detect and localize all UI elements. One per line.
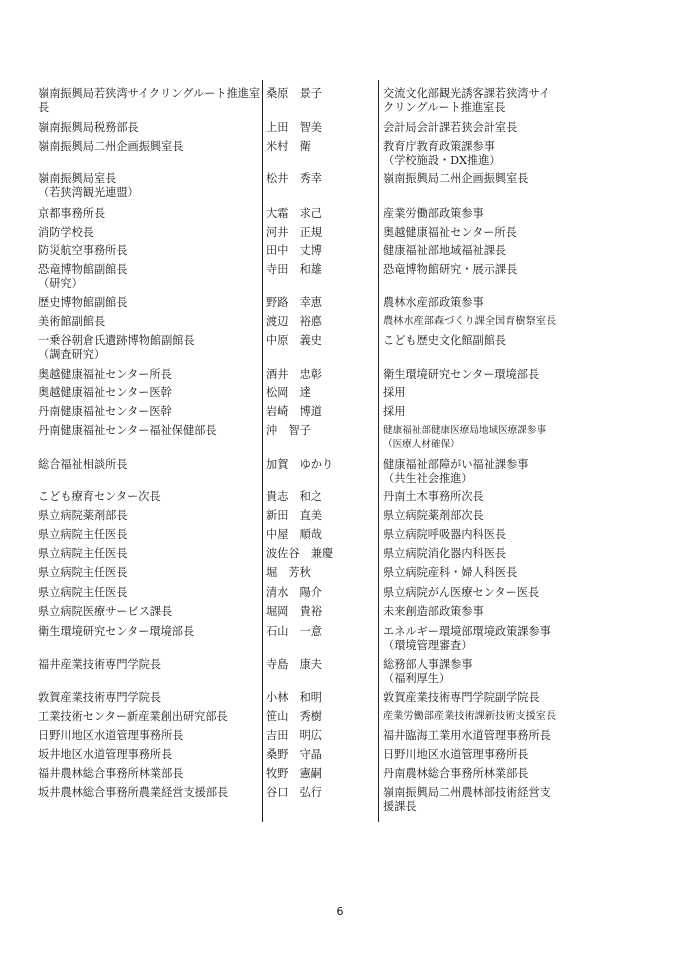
new-post: 奥越健康福祉センター医幹 [38, 386, 172, 399]
previous-post: 県立病院がん医療センター医長 [383, 586, 540, 599]
new-post: 県立病院主任医長 [38, 566, 128, 579]
person-name: 堀岡 貴裕 [266, 605, 322, 618]
new-post: 総合福祉相談所長 [38, 458, 128, 471]
new-post: 県立病院医療サービス課長 [38, 605, 173, 618]
previous-post: 交流文化部観光誘客課若狭湾サイ クリングルート推進室長 [383, 87, 551, 114]
person-name: 谷口 弘行 [266, 786, 322, 799]
new-post: 工業技術センター新産業創出研究部長 [38, 710, 228, 723]
previous-post: 会計局会計課若狭会計室長 [383, 121, 518, 134]
new-post: 消防学校長 [38, 226, 94, 239]
person-name: 堀 芳秋 [266, 566, 311, 579]
person-name: 清水 陽介 [266, 586, 322, 599]
previous-post: 県立病院産科・婦人科医長 [383, 566, 518, 579]
previous-post: 県立病院呼吸器内科医長 [383, 528, 507, 541]
previous-post: 県立病院消化器内科医長 [383, 547, 507, 560]
new-post: 坂井農林総合事務所農業経営支援部長 [38, 786, 229, 799]
previous-post: 健康福祉部健康医療局地域医療課参事 （医療人材確保） [383, 425, 547, 450]
person-name: 大霜 求己 [266, 207, 322, 220]
previous-post: こども歴史文化館副館長 [383, 334, 507, 347]
person-name: 桑野 守晶 [266, 748, 322, 761]
column-divider-right [378, 80, 379, 822]
person-name: 米村 衛 [266, 140, 311, 153]
new-post: 県立病院主任医長 [38, 547, 128, 560]
new-post: 県立病院主任医長 [38, 586, 128, 599]
person-name: 松岡 達 [266, 386, 311, 399]
previous-post: 敦賀産業技術専門学院副学院長 [383, 691, 540, 704]
new-post: 奥越健康福祉センター所長 [38, 368, 172, 381]
previous-post: 産業労働部政策参事 [383, 207, 484, 220]
person-name: 沖 智子 [266, 424, 311, 437]
previous-post: 健康福祉部地域福祉課長 [383, 244, 507, 257]
person-name: 寺島 康夫 [266, 658, 322, 671]
person-name: 寺田 和雄 [266, 263, 322, 276]
previous-post: 嶺南振興局二州農林部技術経営支 援課長 [383, 786, 551, 813]
previous-post: 衛生環境研究センター環境部長 [383, 368, 540, 381]
person-name: 河井 正規 [266, 226, 322, 239]
person-name: 牧野 憲嗣 [266, 767, 322, 780]
previous-post: 総務部人事課参事 （福利厚生） [383, 658, 473, 685]
new-post: 防災航空事務所長 [38, 244, 128, 257]
new-post: 京都事務所長 [38, 207, 106, 220]
new-post: 県立病院主任医長 [38, 528, 128, 541]
person-name: 加賀 ゆかり [266, 458, 334, 471]
previous-post: 嶺南振興局二州企画振興室長 [383, 172, 529, 185]
person-name: 岩崎 博道 [266, 405, 322, 418]
person-name: 田中 丈博 [266, 244, 322, 257]
person-name: 新田 直美 [266, 509, 322, 522]
previous-post: 採用 [383, 405, 406, 418]
previous-post: 県立病院薬剤部次長 [383, 509, 484, 522]
new-post: 嶺南振興局税務部長 [38, 121, 139, 134]
person-name: 渡辺 裕悳 [266, 315, 322, 328]
person-name: 桑原 景子 [266, 87, 322, 100]
previous-post: 日野川地区水道管理事務所長 [383, 748, 529, 761]
previous-post: 恐竜博物館研究・展示課長 [383, 263, 518, 276]
previous-post: 未来創造部政策参事 [383, 605, 484, 618]
new-post: 日野川地区水道管理事務所長 [38, 729, 184, 742]
new-post: 恐竜博物館副館長 （研究） [38, 263, 128, 290]
new-post: こども療育センター次長 [38, 490, 161, 503]
page-number: 6 [336, 905, 344, 918]
previous-post: 福井臨海工業用水道管理事務所長 [383, 729, 551, 742]
person-name: 酒井 忠彰 [266, 368, 322, 381]
new-post: 福井産業技術専門学院長 [38, 658, 162, 671]
person-name: 石山 一意 [266, 625, 322, 638]
new-post: 嶺南振興局若狭湾サイクリングルート推進室長 [38, 87, 261, 114]
column-divider-left [262, 80, 263, 822]
previous-post: 奥越健康福祉センター所長 [383, 226, 517, 239]
previous-post: エネルギー環境部環境政策課参事 （環境管理審査） [383, 625, 551, 652]
new-post: 嶺南振興局室長 （若狭湾観光連盟） [38, 172, 139, 199]
person-name: 上田 智美 [266, 121, 322, 134]
previous-post: 教育庁教育政策課参事 （学校施設・DX推進） [383, 140, 501, 167]
person-name: 野路 幸恵 [266, 296, 322, 309]
previous-post: 農林水産部森づくり課全国育樹祭室長 [383, 316, 557, 327]
new-post: 歴史博物館副館長 [38, 296, 128, 309]
person-name: 中屋 順哉 [266, 528, 322, 541]
previous-post: 健康福祉部障がい福祉課参事 （共生社会推進） [383, 458, 529, 485]
new-post: 嶺南振興局二州企画振興室長 [38, 140, 184, 153]
new-post: 一乗谷朝倉氏遺跡博物館副館長 （調査研究） [38, 334, 195, 361]
person-name: 貴志 和之 [266, 490, 322, 503]
new-post: 丹南健康福祉センター医幹 [38, 405, 172, 418]
new-post: 敦賀産業技術専門学院長 [38, 691, 162, 704]
person-name: 波佐谷 兼慶 [266, 547, 334, 560]
person-name: 笹山 秀樹 [266, 710, 322, 723]
person-name: 松井 秀幸 [266, 172, 322, 185]
new-post: 丹南健康福祉センター福祉保健部長 [38, 424, 217, 437]
new-post: 坂井地区水道管理事務所長 [38, 748, 173, 761]
new-post: 美術館副館長 [38, 315, 106, 328]
person-name: 小林 和明 [266, 691, 322, 704]
new-post: 県立病院薬剤部長 [38, 509, 128, 522]
previous-post: 採用 [383, 386, 406, 399]
new-post: 福井農林総合事務所林業部長 [38, 767, 184, 780]
previous-post: 農林水産部政策参事 [383, 296, 484, 309]
previous-post: 丹南土木事務所次長 [383, 490, 484, 503]
previous-post: 丹南農林総合事務所林業部長 [383, 767, 529, 780]
person-name: 吉田 明広 [266, 729, 322, 742]
person-name: 中原 義史 [266, 334, 322, 347]
previous-post: 産業労働部産業技術課新技術支援室長 [383, 711, 557, 722]
new-post: 衛生環境研究センター環境部長 [38, 625, 195, 638]
